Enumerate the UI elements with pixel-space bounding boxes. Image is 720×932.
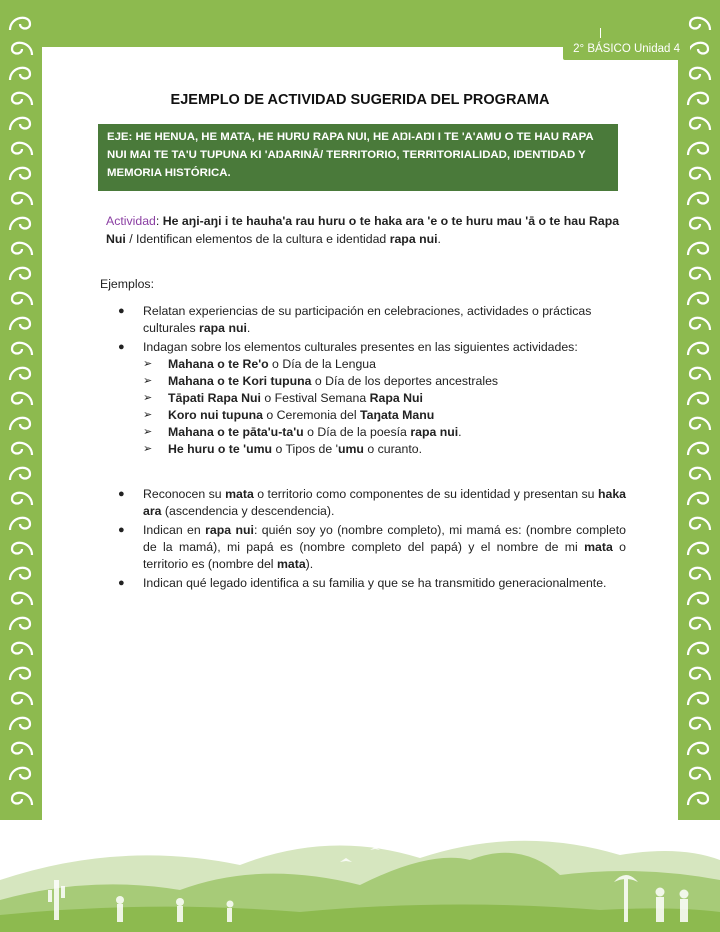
spiral-ornament-icon: [690, 418, 710, 430]
sub-item: ➢ Mahana o te pāta'u-ta'u o Día de la poesía rapa nui.: [143, 425, 462, 439]
page-title: EJEMPLO DE ACTIVIDAD SUGERIDA DEL PROGRAMA: [170, 92, 550, 108]
spiral-ornament-icon: [12, 443, 32, 455]
spiral-ornament-icon: [10, 68, 30, 80]
spiral-ornament-icon: [688, 793, 708, 805]
spiral-ornament-icon: [12, 793, 32, 805]
right-ornament-icons: [678, 0, 720, 820]
spiral-ornament-icon: [690, 268, 710, 280]
spiral-ornament-icon: [690, 668, 710, 680]
left-ornament-border: [0, 0, 42, 820]
spiral-ornament-icon: [688, 43, 708, 55]
spiral-ornament-icon: [690, 218, 710, 230]
examples-list-2: [106, 486, 626, 592]
spiral-ornament-icon: [12, 543, 32, 555]
bullet-icon: ●: [118, 577, 125, 589]
spiral-ornament-icon: [688, 143, 708, 155]
spiral-ornament-icon: [10, 18, 30, 30]
spiral-ornament-icon: [10, 268, 30, 280]
bullet-icon: ●: [118, 488, 125, 500]
spiral-ornament-icon: [690, 768, 710, 780]
spiral-ornament-icon: [690, 368, 710, 380]
spiral-ornament-icon: [688, 643, 708, 655]
spiral-ornament-icon: [688, 193, 708, 205]
list-item: ● Relatan experiencias de su participación en celebraciones, actividades o prácticas culturales rapa nui.: [118, 304, 592, 335]
sub-item: ➢ Mahana o te Kori tupuna o Día de los deportes ancestrales: [143, 374, 499, 388]
actividad-paragraph: Actividad: He aŋi-aŋi i te hauha'a rau huru o te haka ara 'e o te huru mau 'ā o te hau Rapa Nui / Identifican elementos de la cultura e identidad rapa nui.: [106, 214, 620, 246]
bullet-icon: ●: [118, 524, 125, 536]
spiral-ornament-icon: [12, 193, 32, 205]
sub-item: ➢ Tāpati Rapa Nui o Festival Semana Rapa Nui: [143, 391, 423, 405]
bullet-icon: ●: [118, 341, 125, 353]
spiral-ornament-icon: [690, 468, 710, 480]
spiral-ornament-icon: [690, 118, 710, 130]
spiral-ornament-icon: [10, 368, 30, 380]
spiral-ornament-icon: [10, 118, 30, 130]
spiral-ornament-icon: [12, 493, 32, 505]
spiral-ornament-icon: [10, 668, 30, 680]
arrow-bullet-icon: ➢: [143, 358, 153, 370]
spiral-ornament-icon: [690, 618, 710, 630]
spiral-ornament-icon: [12, 343, 32, 355]
arrow-bullet-icon: ➢: [143, 375, 153, 387]
spiral-ornament-icon: [688, 743, 708, 755]
actividad-label: Actividad: [106, 214, 156, 228]
spiral-ornament-icon: [12, 693, 32, 705]
spiral-ornament-icon: [12, 593, 32, 605]
spiral-ornament-icon: [690, 18, 710, 30]
spiral-ornament-icon: [690, 718, 710, 730]
spiral-ornament-icon: [10, 318, 30, 330]
bullet-icon: ●: [118, 305, 125, 317]
spiral-ornament-icon: [10, 718, 30, 730]
spiral-ornament-icon: [12, 143, 32, 155]
spiral-ornament-icon: [10, 418, 30, 430]
spiral-ornament-icon: [10, 218, 30, 230]
right-ornament-border: [678, 0, 720, 820]
spiral-ornament-icon: [688, 243, 708, 255]
spiral-ornament-icon: [688, 443, 708, 455]
spiral-ornament-icon: [688, 393, 708, 405]
spiral-ornament-icon: [12, 243, 32, 255]
eje-box: EJE: HE HENUA, HE MATA, HE HURU RAPA NUI, HE AŊI-AŊI I TE 'A'AMU O TE HAU RAPA NUI MAI TE TA'U TUPUNA KI 'AŊARINĀ/ TERRITORIO, TERRITORIALIDAD, IDENTIDAD Y MEMORIA HISTÓRICA.: [98, 124, 618, 191]
arrow-bullet-icon: ➢: [143, 409, 153, 421]
list-item: ● Indagan sobre los elementos culturales presentes en las siguientes actividades: ➢ Mahana o te Re'o o Día de la Lengua ➢ Mahana o te Kori tupuna o Día de los deportes ancestrales ➢ Tāpati Rapa Nui o Festival Semana Rapa Nui ➢ Koro nui tupuna o Ceremonia del Taŋata Manu ➢ Mahana o te pāta'u-ta'u o Día de la poesía rapa nui. ➢ He huru o te 'umu o Tipos de 'umu o curanto.: [106, 339, 626, 458]
sub-item: ➢ He huru o te 'umu o Tipos de 'umu o curanto.: [143, 442, 423, 456]
spiral-ornament-icon: [690, 568, 710, 580]
spiral-ornament-icon: [688, 343, 708, 355]
spiral-ornament-icon: [688, 543, 708, 555]
left-ornament-icons: [0, 0, 42, 820]
spiral-ornament-icon: [690, 318, 710, 330]
list-item: ● Indican en rapa nui: quién soy yo (nombre completo), mi mamá es: (nombre completo de la mamá), mi papá es (nombre completo del papá) y el nombre de mi mata o territorio es (nombre del mata).: [118, 523, 627, 571]
spiral-ornament-icon: [690, 518, 710, 530]
arrow-bullet-icon: ➢: [143, 392, 153, 404]
spiral-ornament-icon: [12, 643, 32, 655]
arrow-bullet-icon: ➢: [143, 443, 153, 455]
spiral-ornament-icon: [12, 293, 32, 305]
spiral-ornament-icon: [10, 568, 30, 580]
spiral-ornament-icon: [690, 68, 710, 80]
activities-sublist: [143, 356, 626, 458]
spiral-ornament-icon: [10, 618, 30, 630]
spiral-ornament-icon: [10, 518, 30, 530]
actividad-rapanui-text: He aŋi-aŋi i te hauha'a rau huru o te haka ara 'e o te huru mau 'ā o te hau Rapa Nui: [106, 214, 620, 246]
spiral-ornament-icon: [690, 168, 710, 180]
spiral-ornament-icon: [12, 43, 32, 55]
arrow-bullet-icon: ➢: [143, 426, 153, 438]
spiral-ornament-icon: [688, 293, 708, 305]
sub-item: ➢ Mahana o te Re'o o Día de la Lengua: [143, 357, 376, 371]
grade-badge: 2° BÁSICO Unidad 4: [563, 38, 690, 60]
spiral-ornament-icon: [688, 493, 708, 505]
ejemplos-label: Ejemplos:: [100, 277, 154, 291]
spiral-ornament-icon: [12, 743, 32, 755]
spiral-ornament-icon: [10, 768, 30, 780]
spiral-ornament-icon: [10, 168, 30, 180]
list-item: ● Indican qué legado identifica a su familia y que se ha transmitido generacionalmente.: [118, 576, 607, 590]
spiral-ornament-icon: [10, 468, 30, 480]
spiral-ornament-icon: [12, 393, 32, 405]
footer-landscape-illustration: [0, 820, 720, 932]
examples-list-1: [106, 303, 626, 458]
list-item: ● Reconocen su mata o territorio como componentes de su identidad y presentan su haka ara (ascendencia y descendencia).: [118, 487, 626, 518]
spiral-ornament-icon: [688, 593, 708, 605]
sub-item: ➢ Koro nui tupuna o Ceremonia del Taŋata Manu: [143, 408, 435, 422]
spiral-ornament-icon: [688, 693, 708, 705]
